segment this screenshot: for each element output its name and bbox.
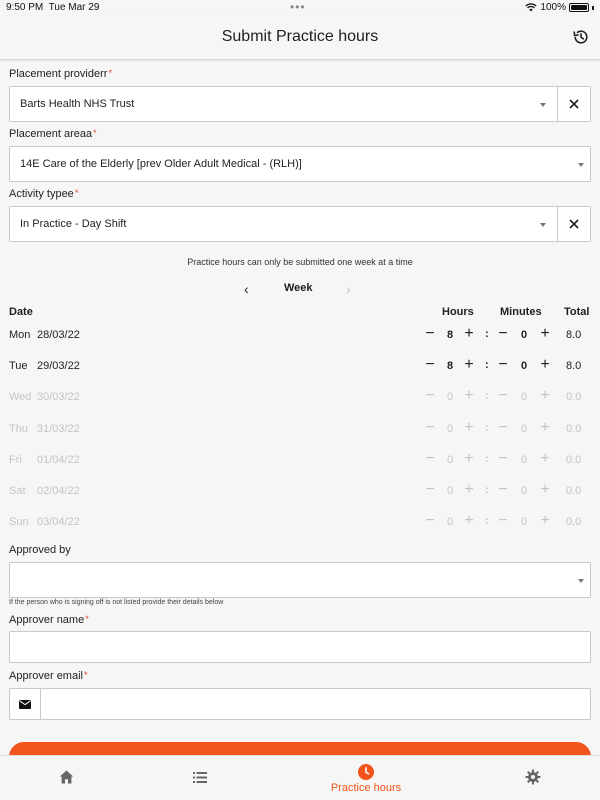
approver-name-label: Approver name*: [9, 614, 89, 626]
minutes-value: 0: [520, 360, 528, 373]
hours-increment-button: +: [464, 512, 474, 530]
chevron-down-icon: [578, 163, 584, 167]
day-label: Mon: [9, 329, 31, 341]
multitask-dots: •••: [290, 0, 306, 14]
minutes-decrement-button[interactable]: −: [498, 325, 508, 342]
time-separator: :: [485, 421, 489, 434]
hours-increment-button[interactable]: +: [464, 325, 474, 342]
hours-decrement-button[interactable]: −: [425, 325, 435, 342]
activity-label: Activity typee*: [9, 188, 79, 200]
nav-practice-hours[interactable]: [266, 756, 466, 800]
table-row: [0, 449, 600, 473]
history-icon[interactable]: [572, 28, 590, 46]
row-total: 0.0: [566, 391, 582, 404]
minutes-decrement-button: −: [498, 449, 508, 467]
day-label: Sat: [9, 485, 26, 497]
hours-increment-button: +: [464, 481, 474, 498]
area-value: 14E Care of the Elderly [prev Older Adult Medical - (RLH)]: [20, 158, 302, 170]
minutes-column-header: Minutes: [500, 306, 542, 318]
activity-clear-button[interactable]: [557, 207, 590, 241]
clock-icon: [358, 764, 374, 780]
minutes-value: 0: [520, 453, 528, 466]
gear-icon: [525, 769, 541, 785]
date-label: 31/03/22: [37, 422, 80, 435]
hours-decrement-button: −: [425, 481, 435, 498]
hours-decrement-button: −: [425, 418, 435, 436]
row-total: 0.0: [566, 422, 582, 435]
minutes-value: 0: [520, 391, 528, 404]
minutes-value: 0: [520, 485, 528, 497]
approved-by-label: Approved by: [9, 544, 71, 556]
time-separator: :: [485, 452, 489, 465]
hours-decrement-button: −: [425, 387, 435, 405]
approved-by-select[interactable]: [9, 562, 591, 598]
row-total: 0.0: [566, 453, 582, 466]
date-label: 28/03/22: [37, 329, 80, 341]
activity-select[interactable]: [9, 206, 591, 242]
table-row: [0, 324, 600, 348]
minutes-decrement-button: −: [498, 387, 508, 405]
date-label: 03/04/22: [37, 516, 80, 529]
hours-column-header: Hours: [442, 306, 474, 318]
approver-name-input[interactable]: [9, 631, 591, 663]
day-label: Sun: [9, 516, 29, 529]
minutes-decrement-button: −: [498, 512, 508, 530]
time-separator: :: [485, 328, 489, 340]
nav-settings[interactable]: [466, 756, 600, 800]
time-separator: :: [485, 359, 489, 372]
minutes-increment-button: +: [540, 449, 550, 467]
provider-clear-button[interactable]: [557, 87, 590, 121]
minutes-increment-button: +: [540, 418, 550, 436]
chevron-down-icon: [540, 103, 546, 107]
approver-helper-text: If the person who is signing off is not listed provide their details below: [9, 599, 224, 606]
hours-decrement-button: −: [425, 512, 435, 530]
time-separator: :: [485, 515, 489, 528]
hours-value: 8: [446, 360, 454, 373]
area-label: Placement areaa*: [9, 128, 97, 140]
table-row: [0, 511, 600, 535]
mail-icon: [19, 700, 31, 709]
wifi-icon: [525, 3, 537, 12]
table-row: [0, 386, 600, 410]
page-title: Submit Practice hours: [221, 28, 379, 45]
day-label: Wed: [9, 391, 32, 404]
table-row: [0, 355, 600, 379]
home-icon: [59, 770, 74, 784]
submit-button[interactable]: [9, 742, 591, 755]
battery-icon: [569, 3, 589, 12]
minutes-increment-button: +: [540, 512, 550, 530]
battery-percent: 100%: [540, 2, 566, 13]
week-navigator: [0, 280, 600, 300]
close-icon: [569, 219, 579, 229]
bottom-nav: [0, 755, 600, 800]
minutes-decrement-button: −: [498, 481, 508, 498]
minutes-decrement-button[interactable]: −: [498, 356, 508, 374]
hours-value: 0: [446, 453, 454, 466]
chevron-down-icon: [578, 579, 584, 583]
day-label: Fri: [9, 453, 22, 466]
hours-decrement-button[interactable]: −: [425, 356, 435, 374]
date-label: 30/03/22: [37, 391, 80, 404]
week-label: Week: [284, 282, 313, 294]
time-separator: :: [485, 484, 489, 496]
area-select[interactable]: [9, 146, 591, 182]
chevron-down-icon: [540, 223, 546, 227]
day-label: Tue: [9, 360, 28, 373]
status-bar: [0, 0, 600, 16]
hours-increment-button: +: [464, 387, 474, 405]
table-row: [0, 418, 600, 442]
minutes-value: 0: [520, 516, 528, 529]
hours-value: 0: [446, 516, 454, 529]
approver-email-label: Approver email*: [9, 670, 88, 682]
status-time: 9:50 PM Tue Mar 29: [6, 2, 100, 13]
hours-value: 0: [446, 391, 454, 404]
row-total: 8.0: [566, 360, 582, 373]
provider-select[interactable]: [9, 86, 591, 122]
app-bar: [0, 16, 600, 60]
status-right: [525, 2, 594, 13]
time-separator: :: [485, 390, 489, 403]
activity-value: In Practice - Day Shift: [20, 218, 127, 230]
minutes-value: 0: [520, 329, 528, 341]
minutes-decrement-button: −: [498, 418, 508, 436]
close-icon: [569, 99, 579, 109]
row-total: 8.0: [566, 329, 582, 341]
row-total: 0.0: [566, 485, 582, 497]
provider-value: Barts Health NHS Trust: [20, 98, 135, 110]
approver-email-input[interactable]: [9, 688, 591, 720]
date-label: 01/04/22: [37, 453, 80, 466]
hours-value: 8: [446, 329, 454, 341]
hours-value: 0: [446, 485, 454, 497]
nav-list[interactable]: [133, 756, 266, 800]
minutes-value: 0: [520, 422, 528, 435]
previous-week-button[interactable]: ‹: [244, 281, 249, 297]
table-row: [0, 480, 600, 504]
hours-value: 0: [446, 422, 454, 435]
week-note: Practice hours can only be submitted one week at a time: [187, 257, 413, 267]
hours-increment-button: +: [464, 418, 474, 436]
nav-practice-hours-label: Practice hours: [330, 782, 402, 794]
day-label: Thu: [9, 422, 28, 435]
row-total: 0.0: [566, 516, 582, 529]
minutes-increment-button: +: [540, 387, 550, 405]
date-label: 29/03/22: [37, 360, 80, 373]
hours-increment-button: +: [464, 449, 474, 467]
provider-label: Placement providerr*: [9, 68, 112, 80]
nav-home[interactable]: [0, 756, 133, 800]
list-icon: [193, 772, 207, 783]
hours-increment-button[interactable]: +: [464, 356, 474, 374]
email-icon-box: [10, 689, 41, 719]
total-column-header: Total: [564, 306, 590, 318]
next-week-button[interactable]: ›: [346, 281, 351, 297]
date-label: 02/04/22: [37, 485, 80, 497]
date-column-header: Date: [9, 306, 33, 318]
minutes-increment-button: +: [540, 481, 550, 498]
minutes-increment-button[interactable]: +: [540, 325, 550, 342]
hours-decrement-button: −: [425, 449, 435, 467]
minutes-increment-button[interactable]: +: [540, 356, 550, 374]
form-content: [0, 60, 600, 755]
